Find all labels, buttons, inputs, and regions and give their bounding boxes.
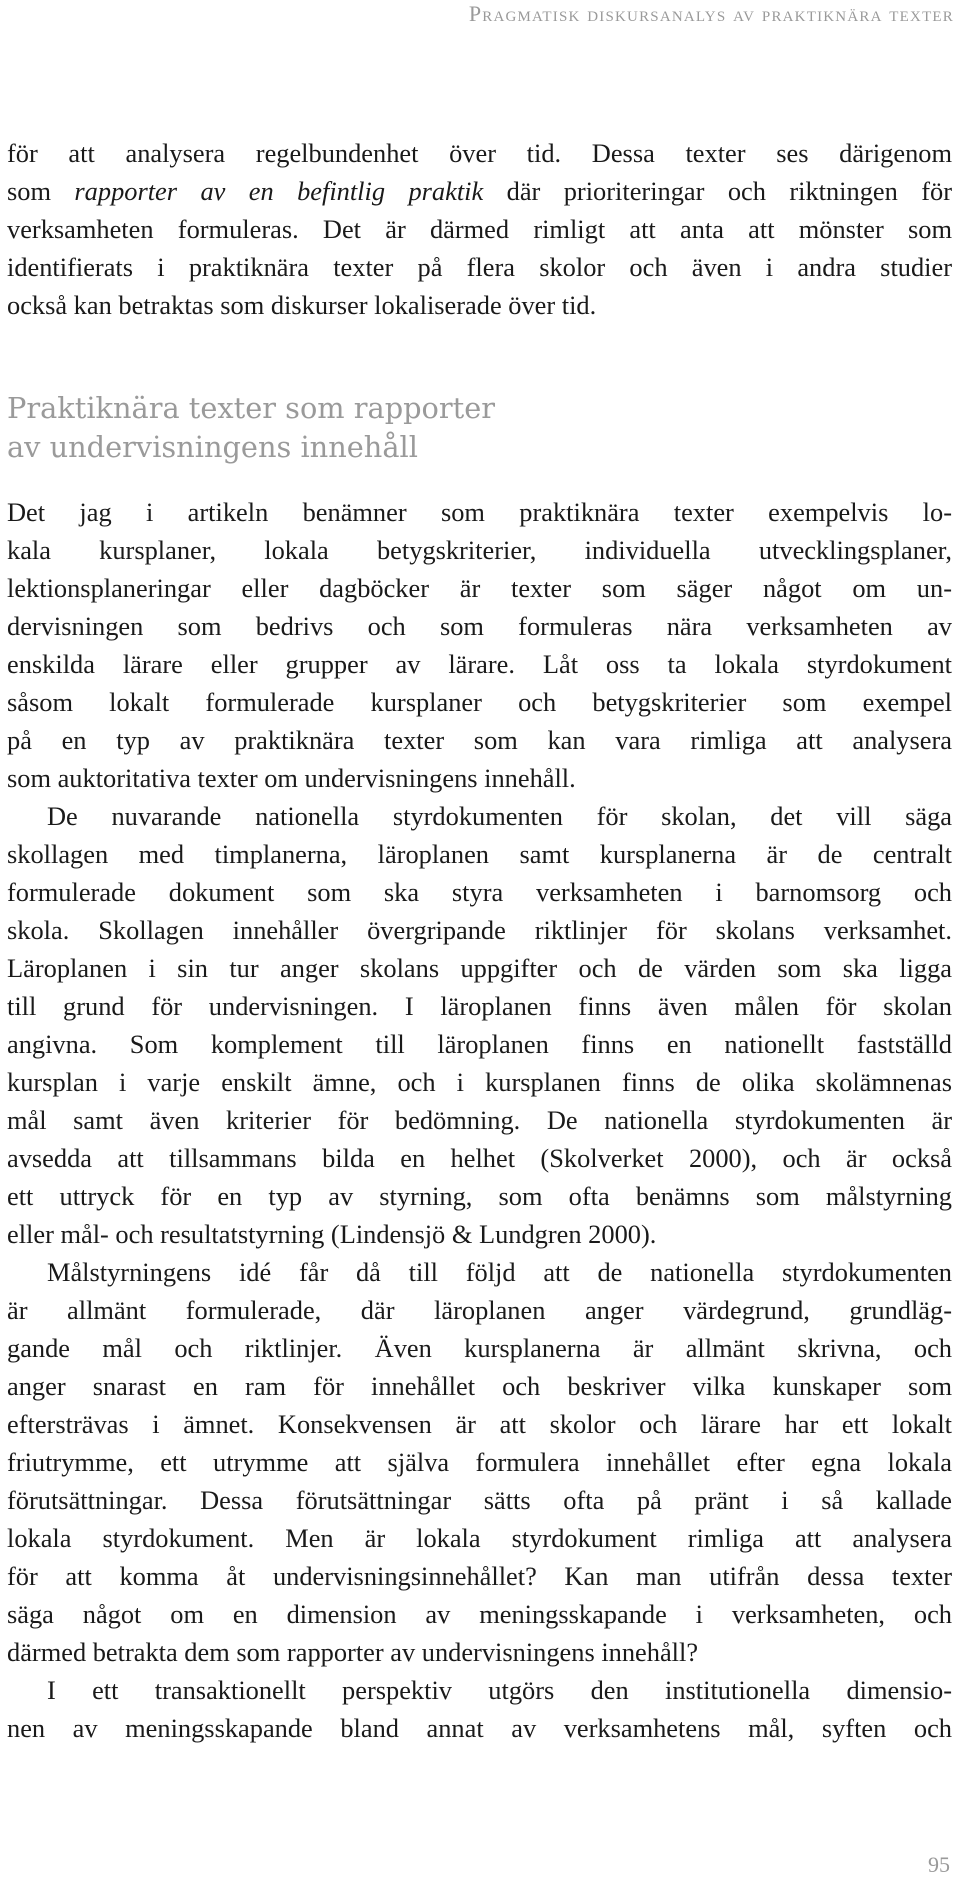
text-line: förutsättningar. Dessa förutsättningar sätts ofta på pränt i så kallade <box>7 1485 952 1515</box>
text-line: därmed betrakta dem som rapporter av undervisningens innehåll? <box>7 1637 699 1667</box>
paragraph-1 <box>7 493 952 797</box>
text-line: såsom lokalt formulerade kursplaner och betygskriterier som exempel <box>7 687 952 717</box>
text-line: mål samt även kriterier för bedömning. De nationella styrdokumenten är <box>7 1105 952 1135</box>
text-line: anger snarast en ram för innehållet och beskriver vilka kunskaper som <box>7 1371 952 1401</box>
text-line: I ett transaktionellt perspektiv utgörs den institutionella dimensio- <box>47 1675 952 1705</box>
text-line: lektionsplaneringar eller dagböcker är texter som säger något om un- <box>7 573 952 603</box>
section-heading-line: av undervisningens innehåll <box>7 430 418 464</box>
text-line: för att analysera regelbundenhet över tid. Dessa texter ses därigenom <box>7 138 952 168</box>
text-line: enskilda lärare eller grupper av lärare. Låt oss ta lokala styrdokument <box>7 649 952 679</box>
text-line <box>7 172 952 210</box>
text-line: säga något om en dimension av meningsskapande i verksamheten, och <box>7 1599 952 1629</box>
text-line: formulerade dokument som ska styra verksamheten i barnomsorg och <box>7 877 952 907</box>
text-line: också kan betraktas som diskurser lokaliserade över tid. <box>7 290 597 320</box>
text-line: eller mål- och resultatstyrning (Lindensjö & Lundgren 2000). <box>7 1219 657 1249</box>
text-line: som auktoritativa texter om undervisningens innehåll. <box>7 763 576 793</box>
text-line: till grund för undervisningen. I läroplanen finns även målen för skolan <box>7 991 952 1021</box>
running-header-title: Pragmatisk diskursanalys av praktiknära texter <box>468 1 954 26</box>
text-line: är allmänt formulerade, där läroplanen anger värdegrund, grundläg- <box>7 1295 952 1325</box>
text-line: friutrymme, ett utrymme att själva formulera innehållet efter egna lokala <box>7 1447 952 1477</box>
text-span: där prioriteringar och riktningen för <box>483 176 952 206</box>
text-line: skollagen med timplanerna, läroplanen samt kursplanerna är de centralt <box>7 839 952 869</box>
text-line: Det jag i artikeln benämner som praktiknära texter exempelvis lo- <box>7 497 952 527</box>
text-line: Målstyrningens idé får då till följd att de nationella styrdokumenten <box>47 1257 952 1287</box>
text-line: angivna. Som komplement till läroplanen finns en nationellt fastställd <box>7 1029 952 1059</box>
paragraph-3 <box>7 1253 952 1671</box>
italic-phrase: rapporter av en befintlig praktik <box>74 176 484 206</box>
section-heading-line: Praktiknära texter som rapporter <box>7 391 496 425</box>
text-line: Läroplanen i sin tur anger skolans uppgifter och de värden som ska ligga <box>7 953 952 983</box>
text-line: dervisningen som bedrivs och som formuleras nära verksamheten av <box>7 611 952 641</box>
page-body <box>7 134 952 1747</box>
text-line: kala kursplaner, lokala betygskriterier, individuella utvecklingsplaner, <box>7 535 952 565</box>
text-line: nen av meningsskapande bland annat av verksamhetens mål, syften och <box>7 1713 952 1743</box>
text-line: verksamheten formuleras. Det är därmed rimligt att anta att mönster som <box>7 214 952 244</box>
text-line: avsedda att tillsammans bilda en helhet (Skolverket 2000), och är också <box>7 1143 952 1173</box>
page-number: 95 <box>928 1852 950 1877</box>
section-heading <box>7 389 952 467</box>
text-line: ett uttryck för en typ av styrning, som ofta benämns som målstyrning <box>7 1181 952 1211</box>
intro-paragraph <box>7 134 952 324</box>
text-line: skola. Skollagen innehåller övergripande riktlinjer för skolans verksamhet. <box>7 915 952 945</box>
paragraph-4 <box>7 1671 952 1747</box>
text-line: kursplan i varje enskilt ämne, och i kursplanen finns de olika skolämnenas <box>7 1067 952 1097</box>
text-span: som <box>7 176 75 206</box>
text-line: för att komma åt undervisningsinnehållet? Kan man utifrån dessa texter <box>7 1561 952 1591</box>
text-line: eftersträvas i ämnet. Konsekvensen är att skolor och lärare har ett lokalt <box>7 1409 952 1439</box>
text-line: identifierats i praktiknära texter på flera skolor och även i andra studier <box>7 252 952 282</box>
text-line: lokala styrdokument. Men är lokala styrdokument rimliga att analysera <box>7 1523 952 1553</box>
paragraph-2 <box>7 797 952 1253</box>
text-line: på en typ av praktiknära texter som kan vara rimliga att analysera <box>7 725 952 755</box>
text-line: gande mål och riktlinjer. Även kursplanerna är allmänt skrivna, och <box>7 1333 952 1363</box>
text-line: De nuvarande nationella styrdokumenten för skolan, det vill säga <box>47 801 952 831</box>
